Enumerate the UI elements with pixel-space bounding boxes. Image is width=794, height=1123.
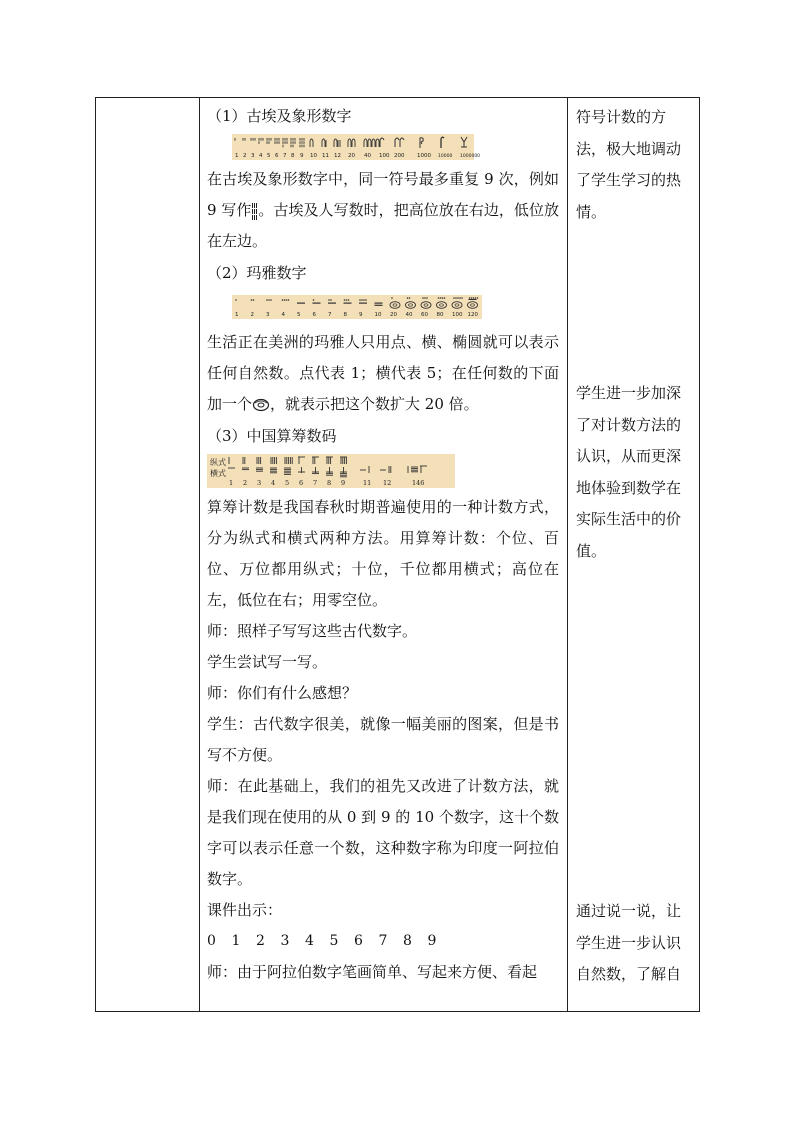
maya-glyph-2 bbox=[251, 299, 255, 301]
maya-glyph-7 bbox=[328, 299, 336, 304]
rod-label: 1 bbox=[229, 479, 234, 487]
maya-numerals-image bbox=[232, 295, 482, 319]
maya-label: 80 bbox=[436, 312, 444, 318]
rod-label: 3 bbox=[257, 479, 262, 487]
maya-label: 40 bbox=[405, 312, 413, 318]
rod-label: 146 bbox=[412, 479, 425, 487]
courseware-line: 课件出示： bbox=[207, 901, 283, 919]
rod-label: 12 bbox=[383, 479, 392, 487]
student-line-1: 学生尝试写一写。 bbox=[207, 653, 328, 671]
rod-glyph-1 bbox=[228, 457, 235, 468]
maya-label: 1 bbox=[235, 312, 239, 318]
rod-glyph-146 bbox=[408, 466, 427, 473]
egypt-label: 10 bbox=[310, 153, 317, 159]
rod-label: 6 bbox=[299, 479, 304, 487]
egypt-label: 2 bbox=[243, 153, 247, 159]
teacher-line-3: 师：在此基础上，我们的祖先又改进了计数方法，就是我们现在使用的从 0 到 9 的 10 个数字，这十个数字可以表示任意一个数，这种数字称为印度一阿拉伯数字。 bbox=[207, 777, 559, 888]
arabic-digit: 8 bbox=[403, 933, 412, 949]
egypt-label: 1000 bbox=[417, 153, 431, 159]
egypt-label: 5 bbox=[267, 153, 271, 159]
egypt-glyph-1000 bbox=[420, 138, 423, 148]
maya-shell-glyph bbox=[252, 398, 270, 412]
arabic-digit: 0 bbox=[207, 933, 216, 949]
arabic-digit: 6 bbox=[354, 933, 363, 949]
egypt-label: 9 bbox=[300, 153, 304, 159]
egypt-glyph-4 bbox=[259, 138, 263, 144]
maya-label: 8 bbox=[343, 312, 347, 318]
egypt-label: 20 bbox=[348, 153, 355, 159]
maya-glyph-120 bbox=[468, 297, 479, 308]
rod-glyph-12 bbox=[380, 466, 391, 473]
egypt-text-part-2: 。古埃及人写数时，把高位放在右边，低位放在左边。 bbox=[207, 201, 559, 250]
egypt-label: 1 bbox=[235, 153, 239, 159]
egypt-glyph-3 bbox=[251, 138, 255, 141]
maya-label: 100 bbox=[452, 312, 463, 318]
egypt-glyph-6 bbox=[275, 138, 279, 144]
rod-heading: （3）中国算筹数码 bbox=[207, 427, 337, 445]
egypt-glyph-40 bbox=[364, 139, 379, 147]
maya-glyph-3 bbox=[266, 299, 272, 301]
egypt-label: 200 bbox=[394, 153, 405, 159]
egypt-glyph-10 bbox=[310, 139, 313, 147]
egypt-label: 7 bbox=[283, 153, 287, 159]
notes-column bbox=[569, 98, 699, 1011]
teacher-line-2: 师：你们有什么感想？ bbox=[207, 684, 358, 702]
egypt-glyph-8 bbox=[291, 138, 295, 147]
arabic-digit: 9 bbox=[427, 933, 437, 949]
arabic-digit: 5 bbox=[329, 933, 339, 949]
arabic-digit: 2 bbox=[256, 933, 265, 949]
egypt-glyph-10000 bbox=[441, 137, 444, 148]
rod-label: 2 bbox=[243, 479, 248, 487]
maya-label: 7 bbox=[328, 312, 332, 318]
maya-text-part-1: 生活正在美洲的玛雅人只用点、横、椭圆就可以表示任何自然数。点代表 1；横代表 5；在任何数的下面加一个 bbox=[207, 333, 559, 413]
egypt-glyph-20 bbox=[348, 139, 355, 147]
maya-label: 10 bbox=[374, 312, 382, 318]
egypt-label: 4 bbox=[259, 153, 263, 159]
arabic-digits-row bbox=[207, 926, 559, 957]
egypt-label: 6 bbox=[275, 153, 279, 159]
teacher-line-1: 师：照样子写写这些古代数字。 bbox=[207, 622, 418, 640]
egypt-glyph-11 bbox=[322, 139, 326, 147]
maya-label: 4 bbox=[281, 312, 285, 318]
egypt-label: 11 bbox=[322, 153, 329, 159]
arabic-digit: 4 bbox=[305, 933, 314, 949]
maya-label: 120 bbox=[467, 312, 478, 318]
egypt-glyph-200 bbox=[395, 138, 404, 147]
rod-glyph-2 bbox=[242, 457, 249, 470]
rod-glyph-4 bbox=[270, 457, 277, 473]
note-1: 符号计数的方法，极大地调动了学生学习的热情。 bbox=[576, 108, 682, 221]
maya-glyph-80 bbox=[437, 297, 447, 308]
egypt-label: 12 bbox=[334, 153, 341, 159]
rod-glyph-3 bbox=[256, 457, 263, 471]
rod-label: 8 bbox=[327, 479, 332, 487]
rod-glyph-11 bbox=[360, 466, 369, 473]
maya-label: 20 bbox=[390, 312, 397, 318]
rod-label: 4 bbox=[271, 479, 276, 487]
egypt-text-part-1: 在古埃及象形数字中，同一符号最多重复 9 次，例如 9 写作 bbox=[207, 170, 559, 219]
arabic-digit: 1 bbox=[231, 933, 241, 949]
arabic-digit: 7 bbox=[378, 933, 388, 949]
maya-label: 60 bbox=[421, 312, 428, 318]
maya-label: 6 bbox=[312, 312, 316, 318]
column-divider-right bbox=[567, 98, 568, 1011]
egyptian-numerals-image bbox=[232, 134, 481, 160]
teacher-line-4: 师：由于阿拉伯数字笔画简单、写起来方便、看起 bbox=[207, 963, 538, 981]
egypt-glyph-7 bbox=[283, 138, 287, 147]
lesson-table bbox=[95, 97, 700, 1012]
egypt-paragraph bbox=[207, 164, 559, 257]
maya-glyph-8 bbox=[344, 299, 352, 304]
rod-paragraph: 算筹计数是我国春秋时期普遍使用的一种计数方式，分为纵式和横式两种方法。用算筹计数：个位、百位、万位都用纵式；十位，千位都用横式；高位在左，低位在右；用零空位。 bbox=[207, 498, 559, 609]
egypt-label: 3 bbox=[251, 153, 255, 159]
maya-label: 9 bbox=[359, 312, 363, 318]
note-2: 学生进一步加深了对计数方法的认识，从而更深地体验到数学在实际生活中的价值。 bbox=[576, 384, 682, 560]
rod-numerals-image bbox=[207, 454, 455, 488]
maya-label: 3 bbox=[266, 312, 270, 318]
rod-glyph-5 bbox=[284, 457, 292, 474]
rod-label: 7 bbox=[313, 479, 318, 487]
maya-label: 2 bbox=[250, 312, 254, 318]
rod-vertical-label: 纵式 bbox=[210, 458, 226, 467]
student-line-2: 学生：古代数字很美，就像一幅美丽的图案，但是书写不方便。 bbox=[207, 715, 559, 764]
egypt-glyph-5 bbox=[267, 138, 271, 144]
rod-label: 11 bbox=[363, 479, 372, 487]
maya-heading: （2）玛雅数字 bbox=[207, 264, 307, 282]
egypt-label: 40 bbox=[364, 153, 371, 159]
egypt-glyph-9 bbox=[300, 138, 304, 147]
maya-glyph-1 bbox=[235, 299, 237, 301]
rod-label: 9 bbox=[341, 479, 346, 487]
egypt-glyph-1000000 bbox=[461, 137, 467, 147]
egypt-label: 8 bbox=[291, 153, 295, 159]
egypt-glyph-12 bbox=[334, 139, 340, 147]
maya-label: 5 bbox=[297, 312, 301, 318]
content-column bbox=[199, 98, 567, 1011]
arabic-digit: 3 bbox=[280, 933, 290, 949]
rod-glyph-8 bbox=[326, 457, 333, 475]
egypt-label: 10000 bbox=[438, 154, 453, 159]
rod-label: 5 bbox=[285, 479, 290, 487]
egypt-glyph-2 bbox=[243, 138, 245, 141]
rod-glyph-9 bbox=[340, 457, 347, 477]
rod-glyph-6 bbox=[298, 457, 305, 473]
maya-glyph-10 bbox=[375, 303, 383, 306]
egypt-glyph-100 bbox=[380, 138, 384, 147]
maya-glyph-4 bbox=[282, 299, 290, 301]
egypt-label: 100 bbox=[379, 153, 390, 159]
maya-glyph-40 bbox=[406, 297, 416, 308]
rod-glyph-7 bbox=[312, 457, 319, 474]
egypt-heading: （1）古埃及象形数字 bbox=[207, 107, 352, 125]
maya-glyph-9 bbox=[359, 299, 367, 304]
maya-glyph-100 bbox=[452, 297, 463, 308]
egypt-label: 1000000 bbox=[460, 154, 481, 159]
maya-glyph-5 bbox=[297, 303, 305, 304]
maya-glyph-60 bbox=[421, 297, 431, 308]
maya-text-part-2: ，就表示把这个数扩大 20 倍。 bbox=[270, 395, 479, 413]
maya-glyph-20 bbox=[390, 297, 400, 308]
rod-horizontal-label: 横式 bbox=[210, 469, 226, 478]
maya-glyph-6 bbox=[313, 299, 321, 304]
maya-paragraph bbox=[207, 327, 559, 420]
note-3: 通过说一说，让学生进一步认识自然数，了解自 bbox=[576, 902, 682, 983]
